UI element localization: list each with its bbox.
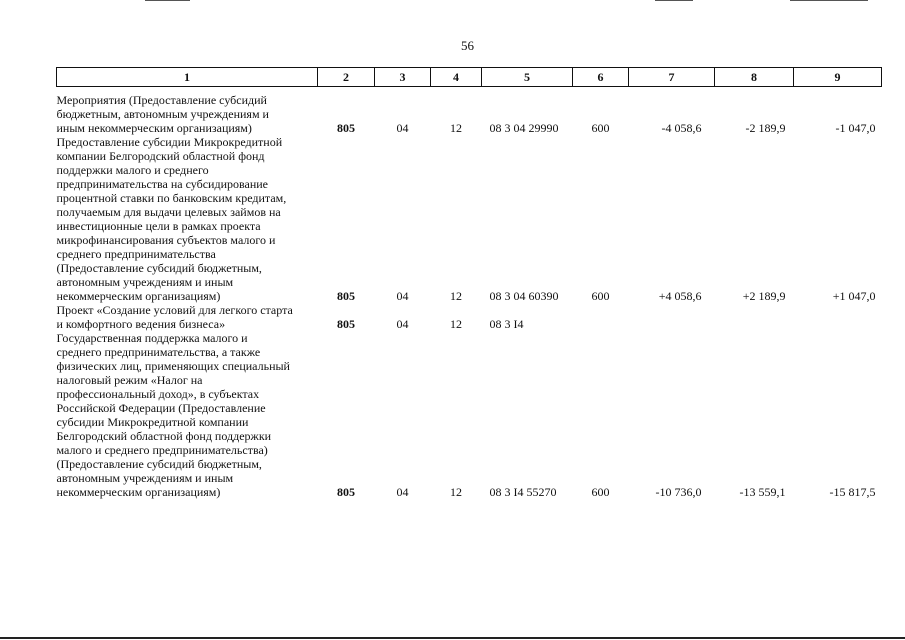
- cell-amount-year-3: -1 047,0: [835, 121, 876, 135]
- cell-amount-year-1: +4 058,6: [658, 289, 702, 303]
- row-description: [57, 303, 318, 331]
- description-line: поддержки малого и среднего: [56, 163, 209, 177]
- description-line: компании Белгородский областной фонд: [56, 149, 265, 163]
- description-line: субсидии Микрокредитной компании: [56, 415, 249, 429]
- description-line: и комфортного ведения бизнеса»: [56, 317, 226, 331]
- cell-subsection: 12: [450, 485, 462, 499]
- table-row: [57, 93, 882, 135]
- cell-ministry-code: 805: [337, 121, 355, 135]
- cell-target-article: 08 3 04 60390: [489, 289, 559, 303]
- description-line: некоммерческим организациям): [56, 485, 221, 499]
- header-col-5: 5: [482, 68, 573, 87]
- description-line: автономным учреждениям и иным: [56, 275, 234, 289]
- description-line: малого и среднего предпринимательства): [56, 443, 268, 457]
- cell-section: 04: [396, 121, 409, 135]
- header-col-8: 8: [715, 68, 794, 87]
- cell-amount-year-3: +1 047,0: [832, 289, 876, 303]
- cell-section: 04: [396, 317, 409, 331]
- description-line: (Предоставление субсидий бюджетным,: [56, 261, 262, 275]
- cell-amount-year-1: -10 736,0: [655, 485, 702, 499]
- cell-amount-year-2: +2 189,9: [742, 289, 786, 303]
- description-line: физических лиц, применяющих специальный: [56, 359, 290, 373]
- header-row: [57, 68, 882, 87]
- description-line: Мероприятия (Предоставление субсидий: [56, 93, 267, 107]
- description-line: автономным учреждениям и иным: [56, 471, 234, 485]
- description-line: профессиональный доход», в субъектах: [56, 387, 260, 401]
- scan-edge-top-mid: [655, 0, 693, 1]
- cell-expense-type: 600: [591, 289, 610, 303]
- cell-amount-year-2: -13 559,1: [739, 485, 786, 499]
- table-row: [57, 331, 882, 499]
- row-description: [57, 331, 318, 499]
- description-line: некоммерческим организациям): [56, 289, 221, 303]
- description-line: Российской Федерации (Предоставление: [56, 401, 266, 415]
- cell-subsection: 12: [450, 289, 462, 303]
- description-line: предпринимательства на субсидирование: [56, 177, 268, 191]
- description-line: Предоставление субсидии Микрокредитной: [56, 135, 283, 149]
- description-line: получаемым для выдачи целевых займов на: [56, 205, 281, 219]
- scan-edge-top-left: [145, 0, 190, 1]
- description-line: бюджетным, автономным учреждениям и: [56, 107, 269, 121]
- cell-amount-year-3: -15 817,5: [829, 485, 876, 499]
- header-col-2: 2: [318, 68, 375, 87]
- header-col-4: 4: [431, 68, 482, 87]
- row-description: [57, 93, 318, 135]
- cell-subsection: 12: [450, 317, 462, 331]
- cell-amount-year-2: -2 189,9: [745, 121, 786, 135]
- cell-expense-type: 600: [591, 485, 610, 499]
- cell-subsection: 12: [450, 121, 462, 135]
- description-line: Государственная поддержка малого и: [56, 331, 248, 345]
- description-line: процентной ставки по банковским кредитам,: [56, 191, 287, 205]
- description-line: иным некоммерческим организациям): [56, 121, 252, 135]
- budget-table: [56, 67, 882, 499]
- cell-ministry-code: 805: [337, 289, 355, 303]
- cell-target-article: 08 3 04 29990: [489, 121, 559, 135]
- cell-target-article: 08 3 I4: [489, 317, 524, 331]
- cell-ministry-code: 805: [337, 485, 355, 499]
- table-row: [57, 303, 882, 331]
- header-col-3: 3: [375, 68, 431, 87]
- description-line: Проект «Создание условий для легкого старта: [56, 303, 293, 317]
- table-row: [57, 135, 882, 303]
- header-col-9: 9: [794, 68, 882, 87]
- cell-section: 04: [396, 289, 409, 303]
- cell-amount-year-1: [629, 303, 715, 331]
- page-number: 56: [461, 38, 474, 53]
- scan-edge-top-right: [790, 0, 868, 1]
- cell-amount-year-2: [715, 303, 794, 331]
- description-line: налоговый режим «Налог на: [56, 373, 203, 387]
- scan-edge-bottom: [0, 637, 905, 639]
- description-line: Белгородский областной фонд поддержки: [56, 429, 272, 443]
- cell-amount-year-1: -4 058,6: [661, 121, 702, 135]
- description-line: инвестиционные цели в рамках проекта: [56, 219, 261, 233]
- header-col-1: 1: [57, 68, 318, 87]
- description-line: микрофинансирования субъектов малого и: [56, 233, 276, 247]
- table-body: [57, 87, 882, 500]
- header-col-6: 6: [573, 68, 629, 87]
- description-line: (Предоставление субсидий бюджетным,: [56, 457, 262, 471]
- description-line: среднего предпринимательства: [56, 247, 216, 261]
- cell-target-article: 08 3 I4 55270: [489, 485, 557, 499]
- cell-ministry-code: 805: [337, 317, 355, 331]
- header-col-7: 7: [629, 68, 715, 87]
- cell-amount-year-3: [794, 303, 882, 331]
- cell-section: 04: [396, 485, 409, 499]
- cell-expense-type: [573, 303, 629, 331]
- cell-expense-type: 600: [591, 121, 610, 135]
- row-description: [57, 135, 318, 303]
- description-line: среднего предпринимательства, а также: [56, 345, 261, 359]
